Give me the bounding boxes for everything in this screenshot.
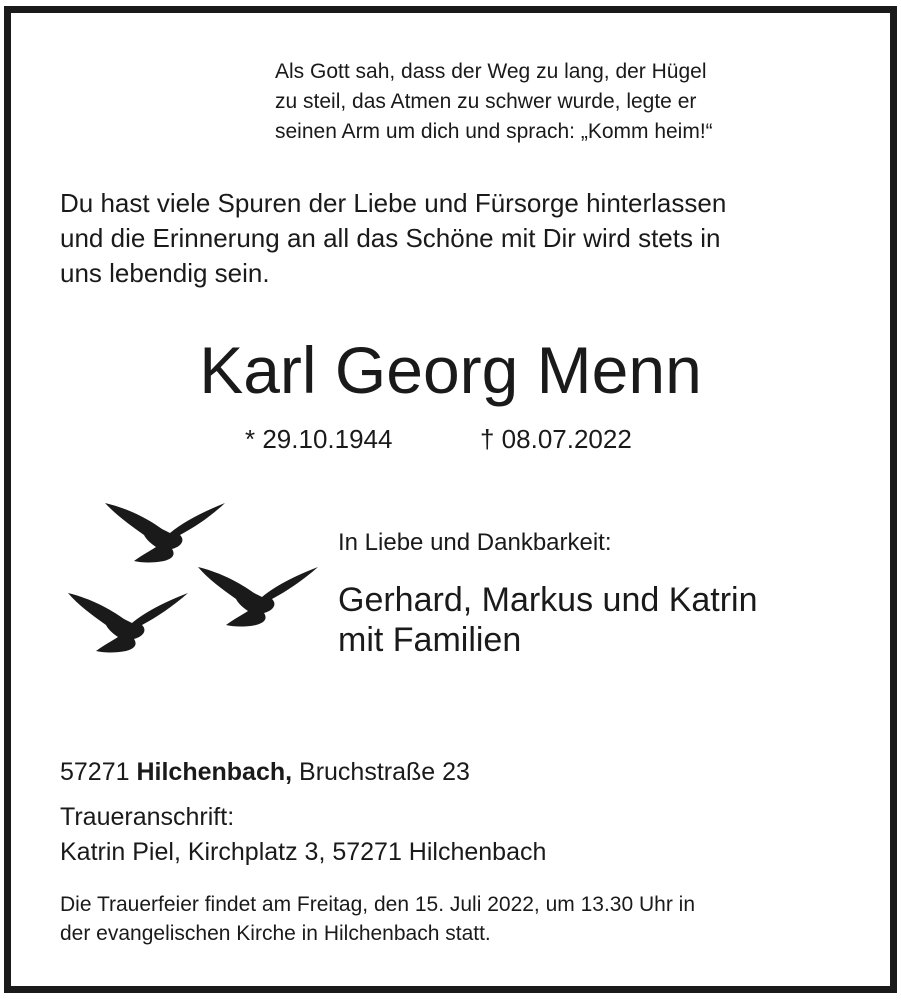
intro-text	[60, 186, 726, 291]
intro-line: Du hast viele Spuren der Liebe und Fürsorge hinterlassen	[60, 188, 727, 218]
condolence-label: Traueranschrift:	[60, 803, 235, 831]
quote-line: Als Gott sah, dass der Weg zu lang, der Hügel	[275, 60, 707, 83]
quote-line: seinen Arm um dich und sprach: „Komm heim!“	[275, 120, 713, 143]
condolence-address: Katrin Piel, Kirchplatz 3, 57271 Hilchenbach	[60, 838, 547, 866]
mourners-line: Gerhard, Markus und Katrin	[338, 581, 758, 619]
birth-date: * 29.10.1944	[245, 424, 393, 454]
address-city: Hilchenbach,	[136, 758, 293, 786]
mourners-line: mit Familien	[338, 621, 522, 659]
address-street: Bruchstraße 23	[299, 758, 470, 786]
quote	[275, 57, 713, 147]
flying-doves-icon	[60, 495, 330, 660]
thanks-intro: In Liebe und Dankbarkeit:	[338, 529, 612, 556]
service-line: Die Trauerfeier findet am Freitag, den 15. Juli 2022, um 13.30 Uhr in	[60, 893, 696, 916]
death-date: † 08.07.2022	[480, 424, 632, 454]
intro-line: und die Erinnerung an all das Schöne mit Dir wird stets in	[60, 223, 721, 253]
home-address	[60, 756, 470, 788]
mourners-names	[338, 580, 758, 660]
intro-line: uns lebendig sein.	[60, 258, 270, 288]
address-zip: 57271	[60, 758, 130, 786]
service-line: der evangelischen Kirche in Hilchenbach statt.	[60, 922, 491, 945]
deceased-name: Karl Georg Menn	[199, 333, 702, 407]
quote-line: zu steil, das Atmen zu schwer wurde, legte er	[275, 90, 697, 113]
service-info	[60, 890, 695, 948]
